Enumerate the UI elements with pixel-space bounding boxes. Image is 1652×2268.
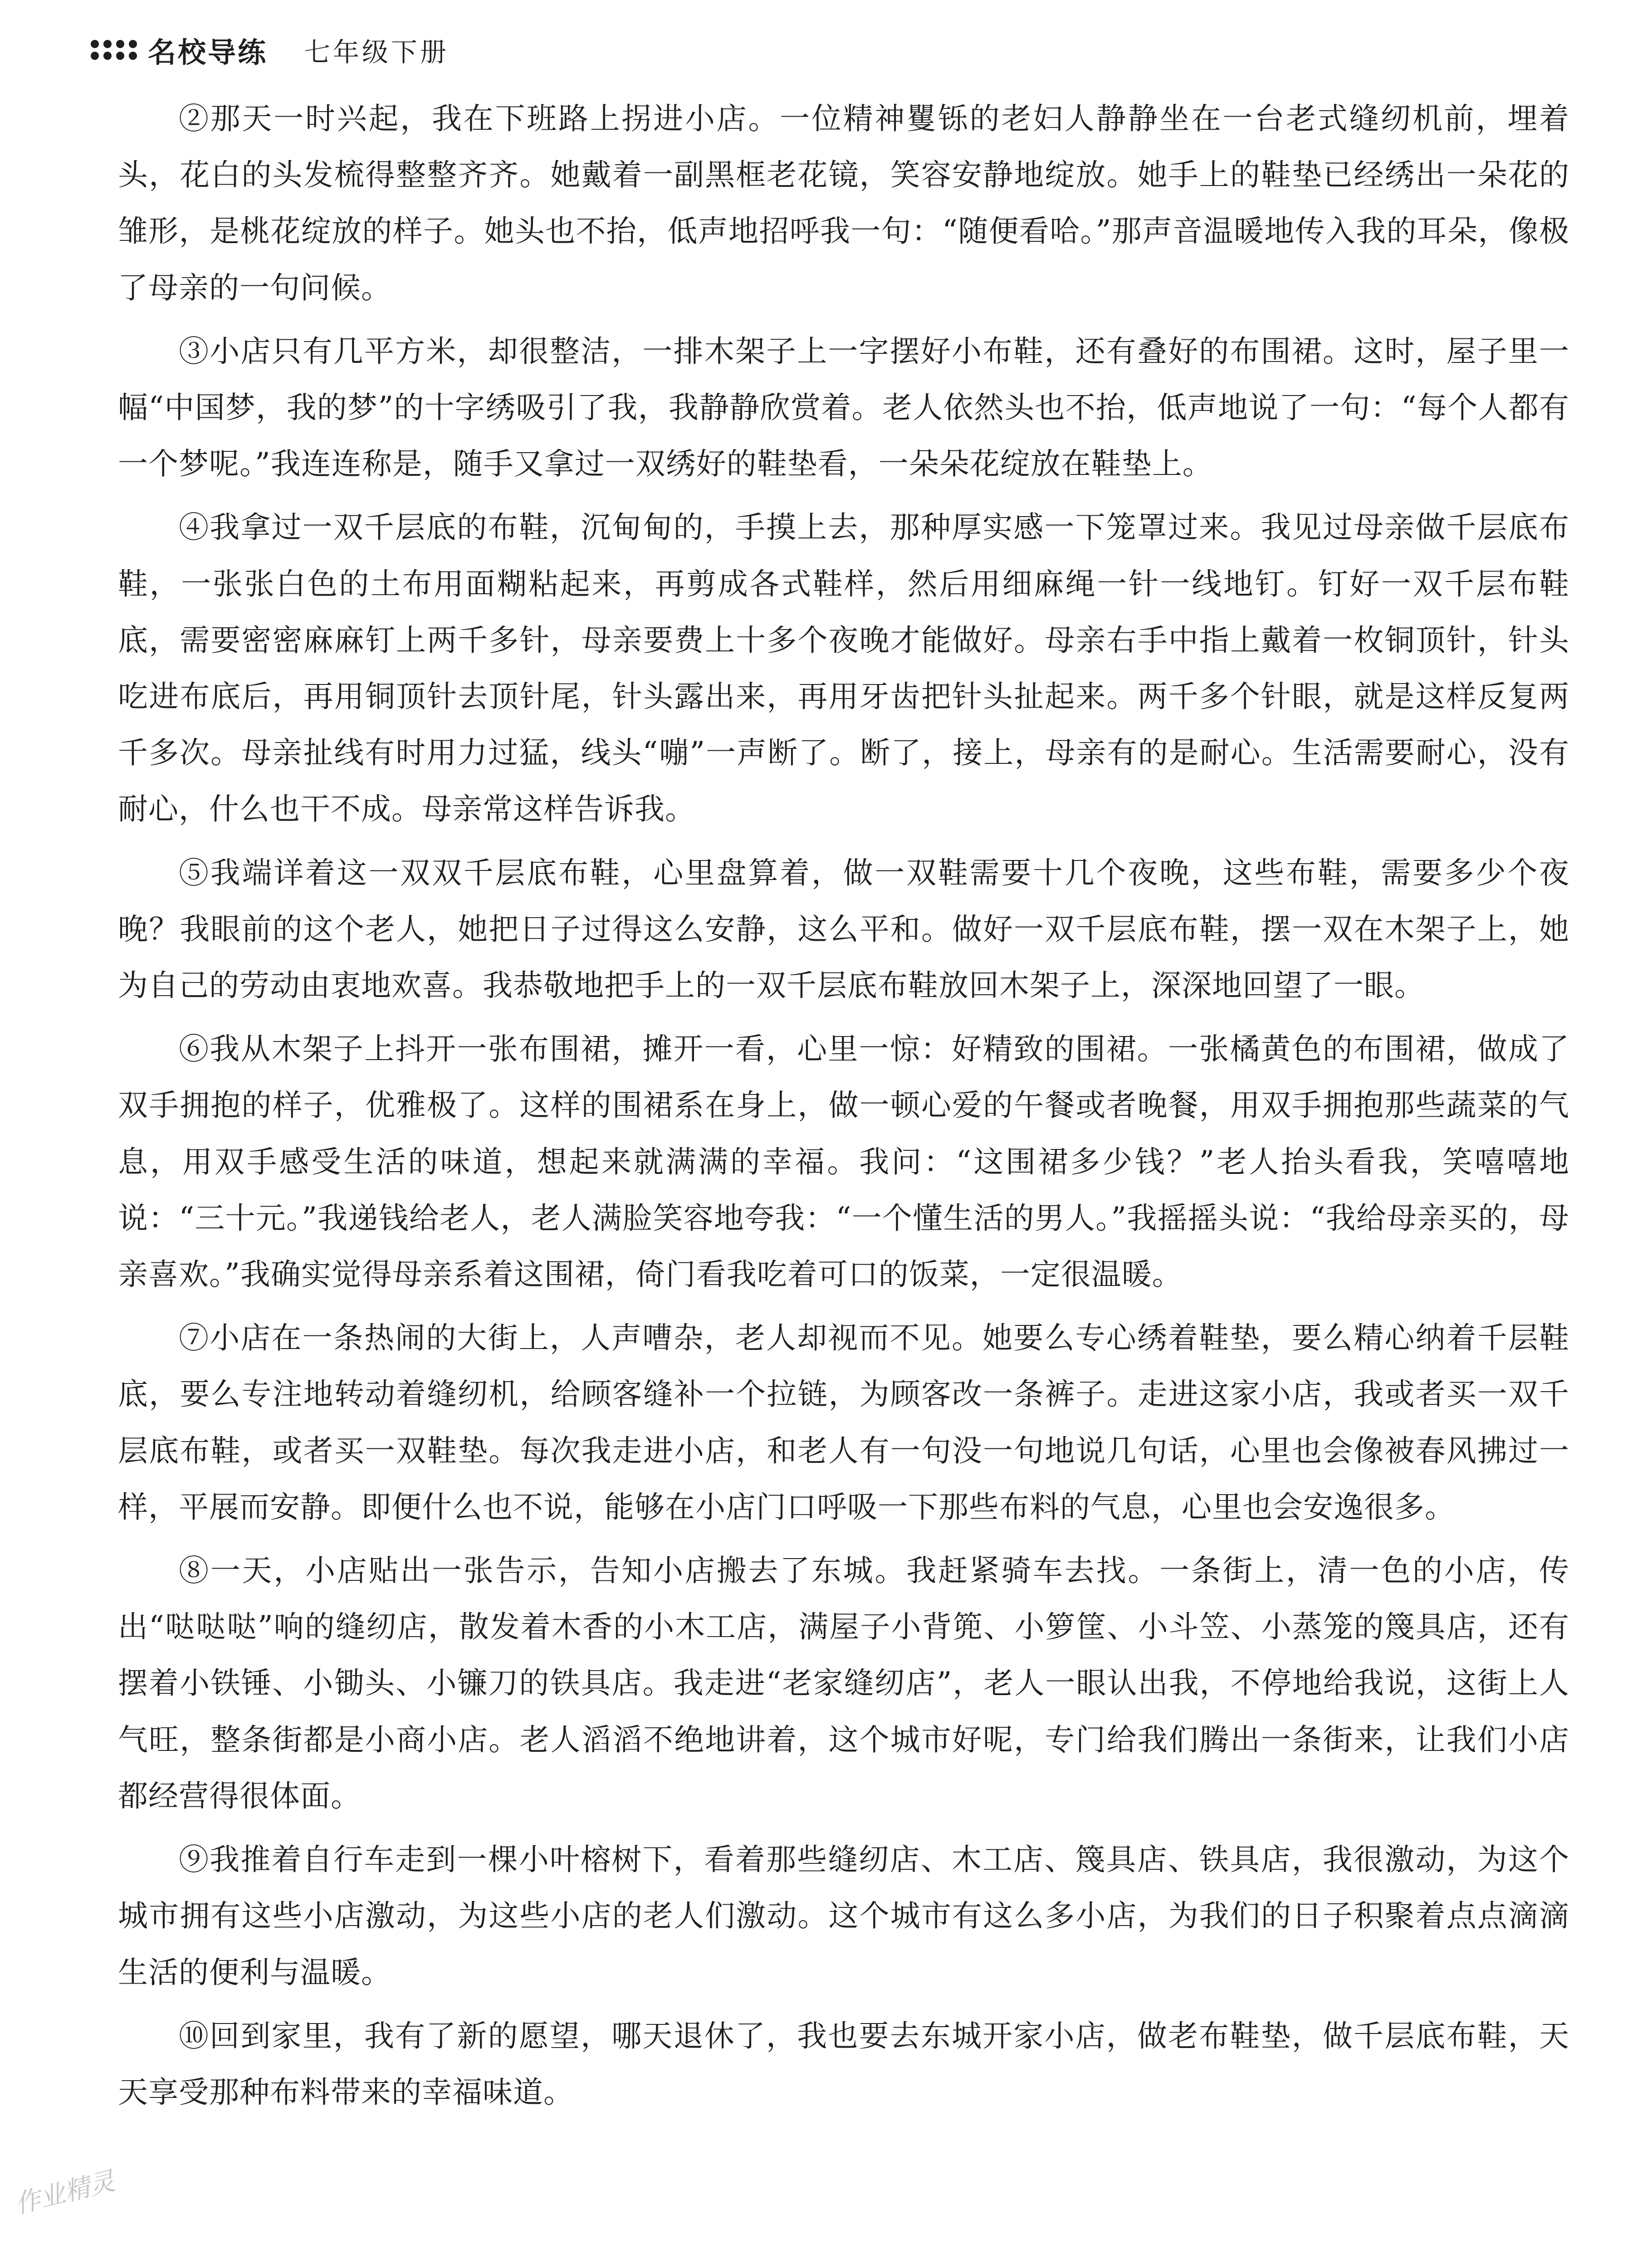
page-header xyxy=(91,18,449,82)
paragraph-10: ⑩回到家里，我有了新的愿望，哪天退休了，我也要去东城开家小店，做老布鞋垫，做千层底布鞋，天天享受那种布料带来的幸福味道。 xyxy=(118,2018,1569,2110)
watermark-left: 作业精灵 xyxy=(12,2166,118,2219)
paragraph-3: ③小店只有几平方米，却很整洁，一排木架子上一字摆好小布鞋，还有叠好的布围裙。这时，屋子里一幅“中国梦，我的梦”的十字绣吸引了我，我静静欣赏着。老人依然头也不抬，低声地说了一句：“每个人都有一个梦呢。”我连连称是，随手又拿过一双绣好的鞋垫看，一朵朵花绽放在鞋垫上。 xyxy=(118,333,1569,482)
paragraph-7: ⑦小店在一条热闹的大街上，人声嘈杂，老人却视而不见。她要么专心绣着鞋垫，要么精心纳着千层鞋底，要么专注地转动着缝纫机，给顾客缝补一个拉链，为顾客改一条裤子。走进这家小店，我或者买一双千层底布鞋，或者买一双鞋垫。每次我走进小店，和老人有一句没一句地说几句话，心里也会像被春风拂过一样，平展而安静。即便什么也不说，能够在小店门口呼吸一下那些布料的气息，心里也会安逸很多。 xyxy=(118,1320,1569,1525)
grade-label: 七年级下册 xyxy=(304,37,450,68)
paragraph-4: ④我拿过一双千层底的布鞋，沉甸甸的，手摸上去，那种厚实感一下笼罩过来。我见过母亲做千层底布鞋，一张张白色的土布用面糊粘起来，再剪成各式鞋样，然后用细麻绳一针一线地钉。钉好一双千层布鞋底，需要密密麻麻钉上两千多针，母亲要费上十多个夜晚才能做好。母亲右手中指上戴着一枚铜顶针，针头吃进布底后，再用铜顶针去顶针尾，针头露出来，再用牙齿把针头扯起来。两千多个针眼，就是这样反复两千多次。母亲扯线有时用力过猛，线头“嘣”一声断了。断了，接上，母亲有的是耐心。生活需要耐心，没有耐心，什么也干不成。母亲常这样告诉我。 xyxy=(118,510,1569,827)
paragraph-6: ⑥我从木架子上抖开一张布围裙，摊开一看，心里一惊：好精致的围裙。一张橘黄色的布围裙，做成了双手拥抱的样子，优雅极了。这样的围裙系在身上，做一顿心爱的午餐或者晚餐，用双手拥抱那些蔬菜的气息，用双手感受生活的味道，想起来就满满的幸福。我问：“这围裙多少钱？”老人抬头看我，笑嘻嘻地说：“三十元。”我递钱给老人，老人满脸笑容地夸我：“一个懂生活的男人。”我摇摇头说：“我给母亲买的，母亲喜欢。”我确实觉得母亲系着这围裙，倚门看我吃着可口的饭菜，一定很温暖。 xyxy=(118,1031,1569,1292)
paragraph-5: ⑤我端详着这一双双千层底布鞋，心里盘算着，做一双鞋需要十几个夜晚，这些布鞋，需要多少个夜晚？我眼前的这个老人，她把日子过得这么安静，这么平和。做好一双千层底布鞋，摆一双在木架子上，她为自己的劳动由衷地欢喜。我恭敬地把手上的一双千层底布鞋放回木架子上，深深地回望了一眼。 xyxy=(118,855,1569,1003)
series-title: 名校导练 xyxy=(148,35,268,69)
paragraph-2: ②那天一时兴起，我在下班路上拐进小店。一位精神矍铄的老妇人静静坐在一台老式缝纫机前，埋着头，花白的头发梳得整整齐齐。她戴着一副黑框老花镜，笑容安静地绽放。她手上的鞋垫已经绣出一朵花的雏形，是桃花绽放的样子。她头也不抬，低声地招呼我一句：“随便看哈。”那声音温暖地传入我的耳朵，像极了母亲的一句问候。 xyxy=(118,101,1569,305)
paragraph-8: ⑧一天，小店贴出一张告示，告知小店搬去了东城。我赶紧骑车去找。一条街上，清一色的小店，传出“哒哒哒”响的缝纫店，散发着木香的小木工店，满屋子小背篼、小箩筐、小斗笠、小蒸笼的篾具店，还有摆着小铁锤、小锄头、小镰刀的铁具店。我走进“老家缝纫店”，老人一眼认出我，不停地给我说，这街上人气旺，整条街都是小商小店。老人滔滔不绝地讲着，这个城市好呢，专门给我们腾出一条街来，让我们小店都经营得很体面。 xyxy=(118,1553,1569,1813)
header-dots-icon xyxy=(91,40,137,60)
article-body xyxy=(118,91,1569,2128)
paragraph-9: ⑨我推着自行车走到一棵小叶榕树下，看着那些缝纫店、木工店、篾具店、铁具店，我很激动，为这个城市拥有这些小店激动，为这些小店的老人们激动。这个城市有这么多小店，为我们的日子积聚着点点滴滴生活的便利与温暖。 xyxy=(118,1842,1569,1990)
